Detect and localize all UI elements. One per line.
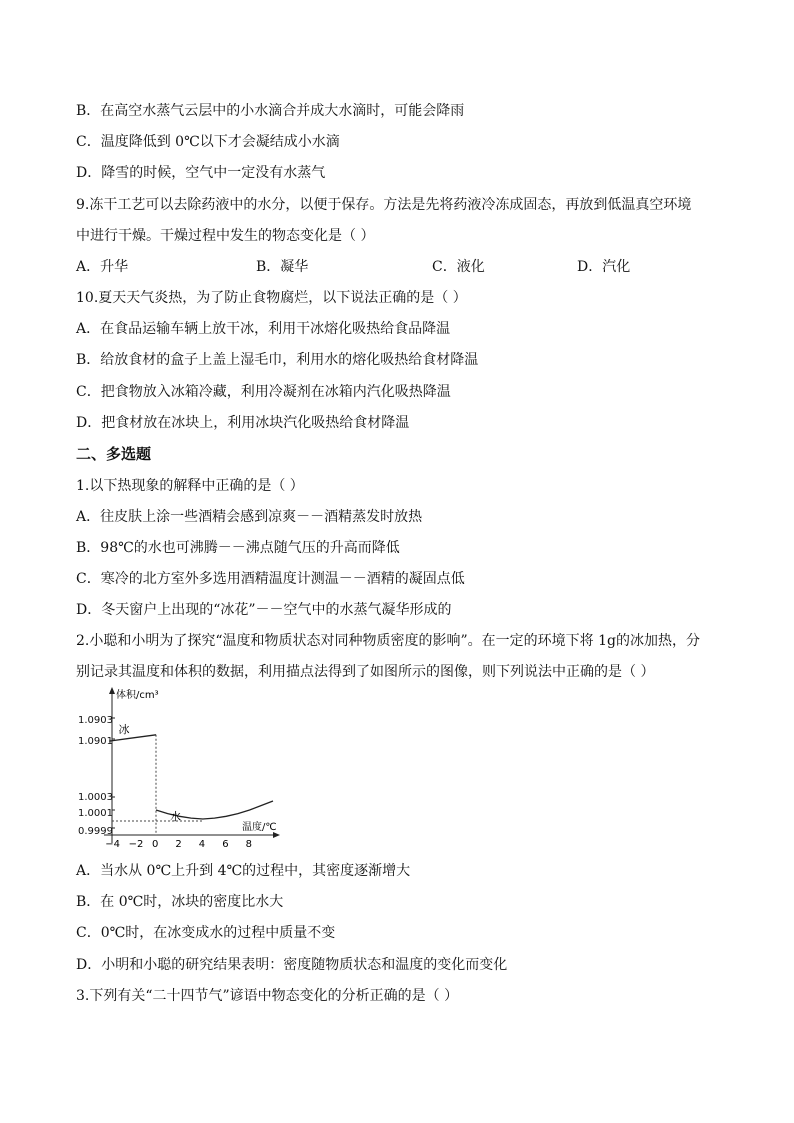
- x-tick-label: −2: [128, 839, 144, 850]
- y-tick-2: 1.0901: [78, 736, 113, 747]
- y-tick-1: 1.0903: [78, 715, 113, 726]
- y-axis-label: 体积/cm³: [116, 690, 159, 701]
- m1-option-a: A．往皮肤上涂一些酒精会感到凉爽－－酒精蒸发时放热: [76, 509, 423, 525]
- m2-option-c: C．0℃时，在冰变成水的过程中质量不变: [76, 925, 336, 941]
- line-top-b: B．在高空水蒸气云层中的小水滴合并成大水滴时，可能会降雨: [76, 103, 465, 119]
- m1-option-c: C．寒冷的北方室外多选用酒精温度计测温－－酒精的凝固点低: [76, 571, 465, 587]
- section-heading: 二、多选题: [76, 445, 152, 463]
- q9-stem-1: 9.冻干工艺可以去除药液中的水分，以便于保存。方法是先将药液冷冻成固态，再放到低温真空环境: [76, 197, 692, 213]
- volume-temperature-chart: [100, 685, 280, 850]
- q9-option-c: C．液化: [432, 259, 485, 275]
- x-tick-label: 0: [152, 839, 159, 850]
- q9-option-d: D．汽化: [577, 259, 631, 275]
- y-tick-3: 1.0003: [78, 792, 113, 803]
- line-top-c: C．温度降低到 0℃以下才会凝结成小水滴: [76, 134, 340, 150]
- q10-option-c: C．把食物放入冰箱冷藏，利用冷凝剂在冰箱内汽化吸热降温: [76, 384, 451, 400]
- m2-stem-1: 2.小聪和小明为了探究“温度和物质状态对同种物质密度的影响”。在一定的环境下将 1g的冰加热，分: [76, 633, 700, 649]
- ice-annotation: 冰: [118, 723, 130, 736]
- ice-series-line: [109, 735, 156, 741]
- q9-option-b: B．凝华: [256, 259, 309, 275]
- m1-stem: 1.以下热现象的解释中正确的是（ ）: [76, 478, 304, 494]
- q10-option-d: D．把食材放在冰块上，利用冰块汽化吸热给食材降温: [76, 415, 410, 431]
- q10-stem: 10.夏天天气炎热，为了防止食物腐烂，以下说法正确的是（ ）: [76, 290, 467, 306]
- x-axis-label: 温度/℃: [242, 822, 277, 833]
- m1-option-b: B．98℃的水也可沸腾－－沸点随气压的升高而降低: [76, 540, 400, 556]
- m2-stem-2: 别记录其温度和体积的数据，利用描点法得到了如图所示的图像，则下列说法中正确的是（ ）: [76, 664, 655, 680]
- m2-option-d: D．小明和小聪的研究结果表明：密度随物质状态和温度的变化而变化: [76, 957, 508, 973]
- q10-option-b: B．给放食材的盒子上盖上湿毛巾，利用水的熔化吸热给食材降温: [76, 352, 479, 368]
- m3-stem: 3.下列有关“二十四节气”谚语中物态变化的分析正确的是（ ）: [76, 988, 459, 1004]
- q9-stem-2: 中进行干燥。干燥过程中发生的物态变化是（ ）: [76, 228, 375, 244]
- water-annotation: 水: [170, 810, 182, 823]
- y-axis-arrow: [109, 687, 115, 694]
- x-tick-label: 6: [222, 839, 229, 850]
- x-tick-label: 8: [245, 839, 252, 850]
- x-tick-label: 4: [198, 839, 206, 850]
- x-tick-label: −4: [105, 839, 120, 850]
- y-tick-5: 0.9999: [78, 826, 113, 837]
- q10-option-a: A．在食品运输车辆上放干冰，利用干冰熔化吸热给食品降温: [76, 321, 451, 337]
- m1-option-d: D．冬天窗户上出现的“冰花”－－空气中的水蒸气凝华形成的: [76, 602, 452, 618]
- y-tick-4: 1.0001: [78, 808, 113, 819]
- q9-option-a: A．升华: [76, 259, 129, 275]
- m2-option-b: B．在 0℃时，冰块的密度比水大: [76, 894, 284, 910]
- m2-option-a: A．当水从 0℃上升到 4℃的过程中，其密度逐渐增大: [76, 863, 411, 879]
- line-top-d: D．降雪的时候，空气中一定没有水蒸气: [76, 165, 326, 181]
- x-tick-label: 2: [175, 839, 182, 850]
